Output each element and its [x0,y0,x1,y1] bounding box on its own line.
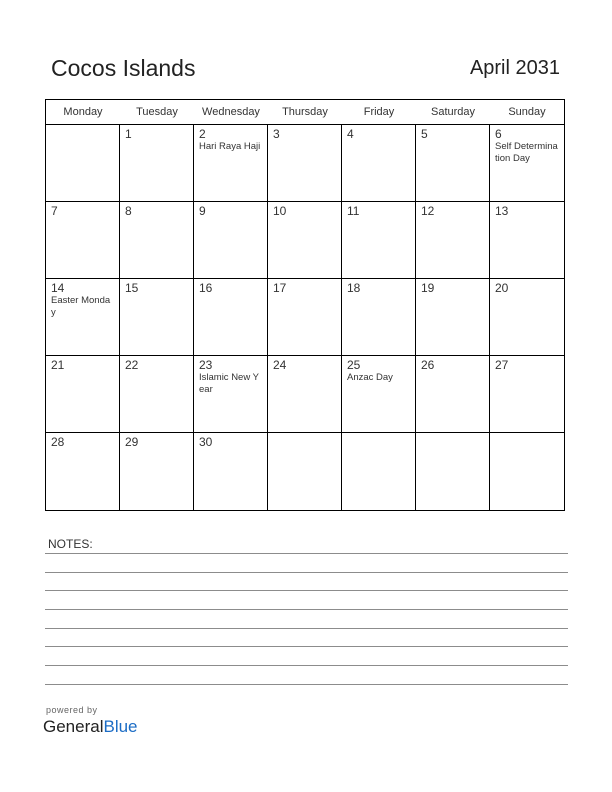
day-number: 16 [199,281,213,295]
day-cell [194,356,268,433]
holiday-label: Hari Raya Haji [199,141,261,152]
note-line [45,665,568,666]
day-cell [490,433,564,510]
day-cell [268,125,342,202]
day-cell [490,279,564,356]
day-number: 12 [421,204,435,218]
day-number: 28 [51,435,65,449]
day-number: 20 [495,281,509,295]
day-number: 18 [347,281,361,295]
day-cell [46,356,120,433]
day-number: 3 [273,127,280,141]
logo-blue: Blue [103,717,138,736]
day-cell [268,279,342,356]
day-cell [490,125,564,202]
day-number: 17 [273,281,287,295]
day-number: 24 [273,358,287,372]
day-cell [46,433,120,510]
day-number: 23 [199,358,213,372]
note-line [45,572,568,573]
day-number: 9 [199,204,206,218]
day-number: 8 [125,204,132,218]
day-cell [416,202,490,279]
day-cell [268,356,342,433]
day-cell [342,202,416,279]
weekday-header: Thursday [282,106,328,118]
day-number: 29 [125,435,139,449]
day-number: 21 [51,358,65,372]
note-line [45,609,568,610]
logo-general: General [43,717,104,736]
day-number: 7 [51,204,58,218]
day-number: 5 [421,127,428,141]
note-line [45,684,568,685]
day-cell [46,279,120,356]
day-cell [120,433,194,510]
weekday-header: Wednesday [202,106,260,118]
day-number: 19 [421,281,435,295]
day-number: 10 [273,204,287,218]
day-number: 1 [125,127,132,141]
generalblue-logo [43,717,138,737]
day-cell [416,125,490,202]
note-line [45,553,568,554]
day-number: 27 [495,358,509,372]
holiday-label: Self Determination Day [495,141,558,164]
calendar-title: Cocos Islands [51,55,196,81]
day-cell [46,202,120,279]
day-cell [490,356,564,433]
day-grid [46,125,564,510]
day-cell [120,202,194,279]
day-number: 14 [51,281,65,295]
day-number: 15 [125,281,139,295]
day-number: 2 [199,127,206,141]
holiday-label: Anzac Day [347,372,393,383]
weekday-header: Sunday [508,106,546,118]
day-number: 6 [495,127,502,141]
day-cell [342,433,416,510]
note-line [45,590,568,591]
day-cell [268,433,342,510]
day-number: 25 [347,358,361,372]
day-cell [416,433,490,510]
day-cell [342,125,416,202]
day-cell [46,125,120,202]
calendar-table [45,99,565,511]
day-number: 4 [347,127,354,141]
weekday-header-row [46,100,564,125]
note-line [45,646,568,647]
weekday-header: Saturday [430,106,476,118]
day-cell [268,202,342,279]
day-number: 11 [347,204,360,218]
month-label: April 2031 [469,57,560,79]
day-cell [120,356,194,433]
day-number: 22 [125,358,139,372]
day-cell [416,356,490,433]
day-cell [490,202,564,279]
day-cell [194,433,268,510]
day-number: 13 [495,204,509,218]
holiday-label: Easter Monday [51,295,111,318]
day-cell [194,125,268,202]
day-cell [194,202,268,279]
weekday-header: Friday [363,106,395,118]
day-cell [342,279,416,356]
note-line [45,628,568,629]
day-number: 26 [421,358,435,372]
powered-by-text: powered by [46,705,98,715]
day-cell [194,279,268,356]
day-number: 30 [199,435,213,449]
day-cell [120,279,194,356]
day-cell [120,125,194,202]
day-cell [416,279,490,356]
holiday-label: Islamic New Year [199,372,260,395]
weekday-header: Tuesday [136,106,178,118]
weekday-header: Monday [63,106,103,118]
day-cell [342,356,416,433]
notes-label: NOTES: [48,537,93,551]
